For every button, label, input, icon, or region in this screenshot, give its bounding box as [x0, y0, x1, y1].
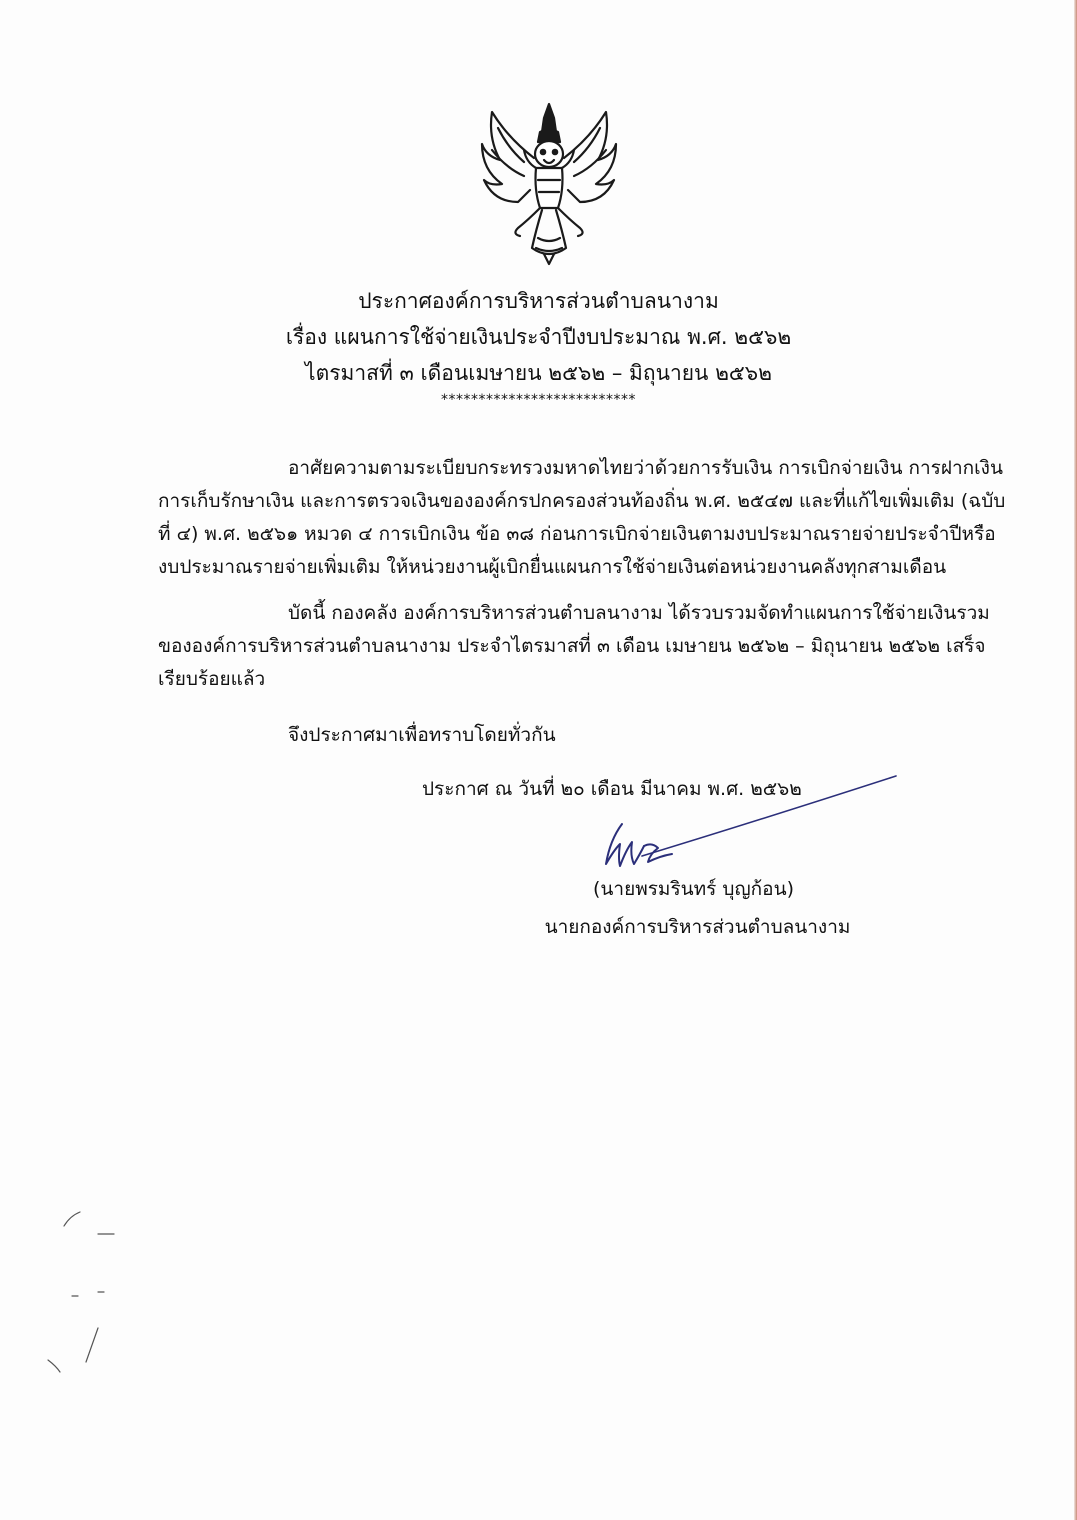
header-separator: ************************** [441, 392, 636, 408]
closing-statement: จึงประกาศมาเพื่อทราบโดยทั่วกัน [288, 724, 556, 746]
signer-title: นายกองค์การบริหารส่วนตำบลนางาม [544, 916, 851, 938]
header-subject: เรื่อง แผนการใช้จ่ายเงินประจำปีงบประมาณ พ.ศ. ๒๕๖๒ [285, 325, 792, 349]
header-quarter: ไตรมาสที่ ๓ เดือนเมษายน ๒๕๖๒ – มิถุนายน ๒๕๖๒ [305, 361, 772, 385]
paragraph-line: อาศัยความตามระเบียบกระทรวงมหาดไทยว่าด้วยการรับเงิน การเบิกจ่ายเงิน การฝากเงิน [288, 457, 1003, 479]
paragraph-line: เรียบร้อยแล้ว [158, 668, 266, 690]
header-title: ประกาศองค์การบริหารส่วนตำบลนางาม [358, 289, 719, 313]
announcement-date: ประกาศ ณ วันที่ ๒๐ เดือน มีนาคม พ.ศ. ๒๕๖๒ [422, 778, 802, 800]
paragraph-line: การเก็บรักษาเงิน และการตรวจเงินขององค์กรปกครองส่วนท้องถิ่น พ.ศ. ๒๕๔๗ และที่แก้ไขเพิ่มเติม (ฉบับ [158, 490, 1006, 512]
pencil-marks-icon [40, 1200, 140, 1400]
handwritten-signature-icon [592, 820, 742, 880]
paragraph-line: ขององค์การบริหารส่วนตำบลนางาม ประจำไตรมาสที่ ๓ เดือน เมษายน ๒๕๖๒ – มิถุนายน ๒๕๖๒ เสร็จ [158, 635, 986, 657]
paragraph-line: บัดนี้ กองคลัง องค์การบริหารส่วนตำบลนางาม ได้รวบรวมจัดทำแผนการใช้จ่ายเงินรวม [288, 602, 990, 624]
garuda-emblem-icon [478, 98, 620, 266]
paragraph-line: งบประมาณรายจ่ายเพิ่มเติม ให้หน่วยงานผู้เบิกยื่นแผนการใช้จ่ายเงินต่อหน่วยงานคลังทุกสามเดือน [158, 556, 947, 578]
paragraph-line: ที่ ๔) พ.ศ. ๒๕๖๑ หมวด ๔ การเบิกเงิน ข้อ ๓๘ ก่อนการเบิกจ่ายเงินตามงบประมาณรายจ่ายประจำปีหรือ [158, 523, 996, 545]
signer-name: (นายพรมรินทร์ บุญก้อน) [593, 878, 794, 900]
paragraph-regulation [158, 452, 1006, 584]
paragraph-announcement [158, 597, 990, 696]
